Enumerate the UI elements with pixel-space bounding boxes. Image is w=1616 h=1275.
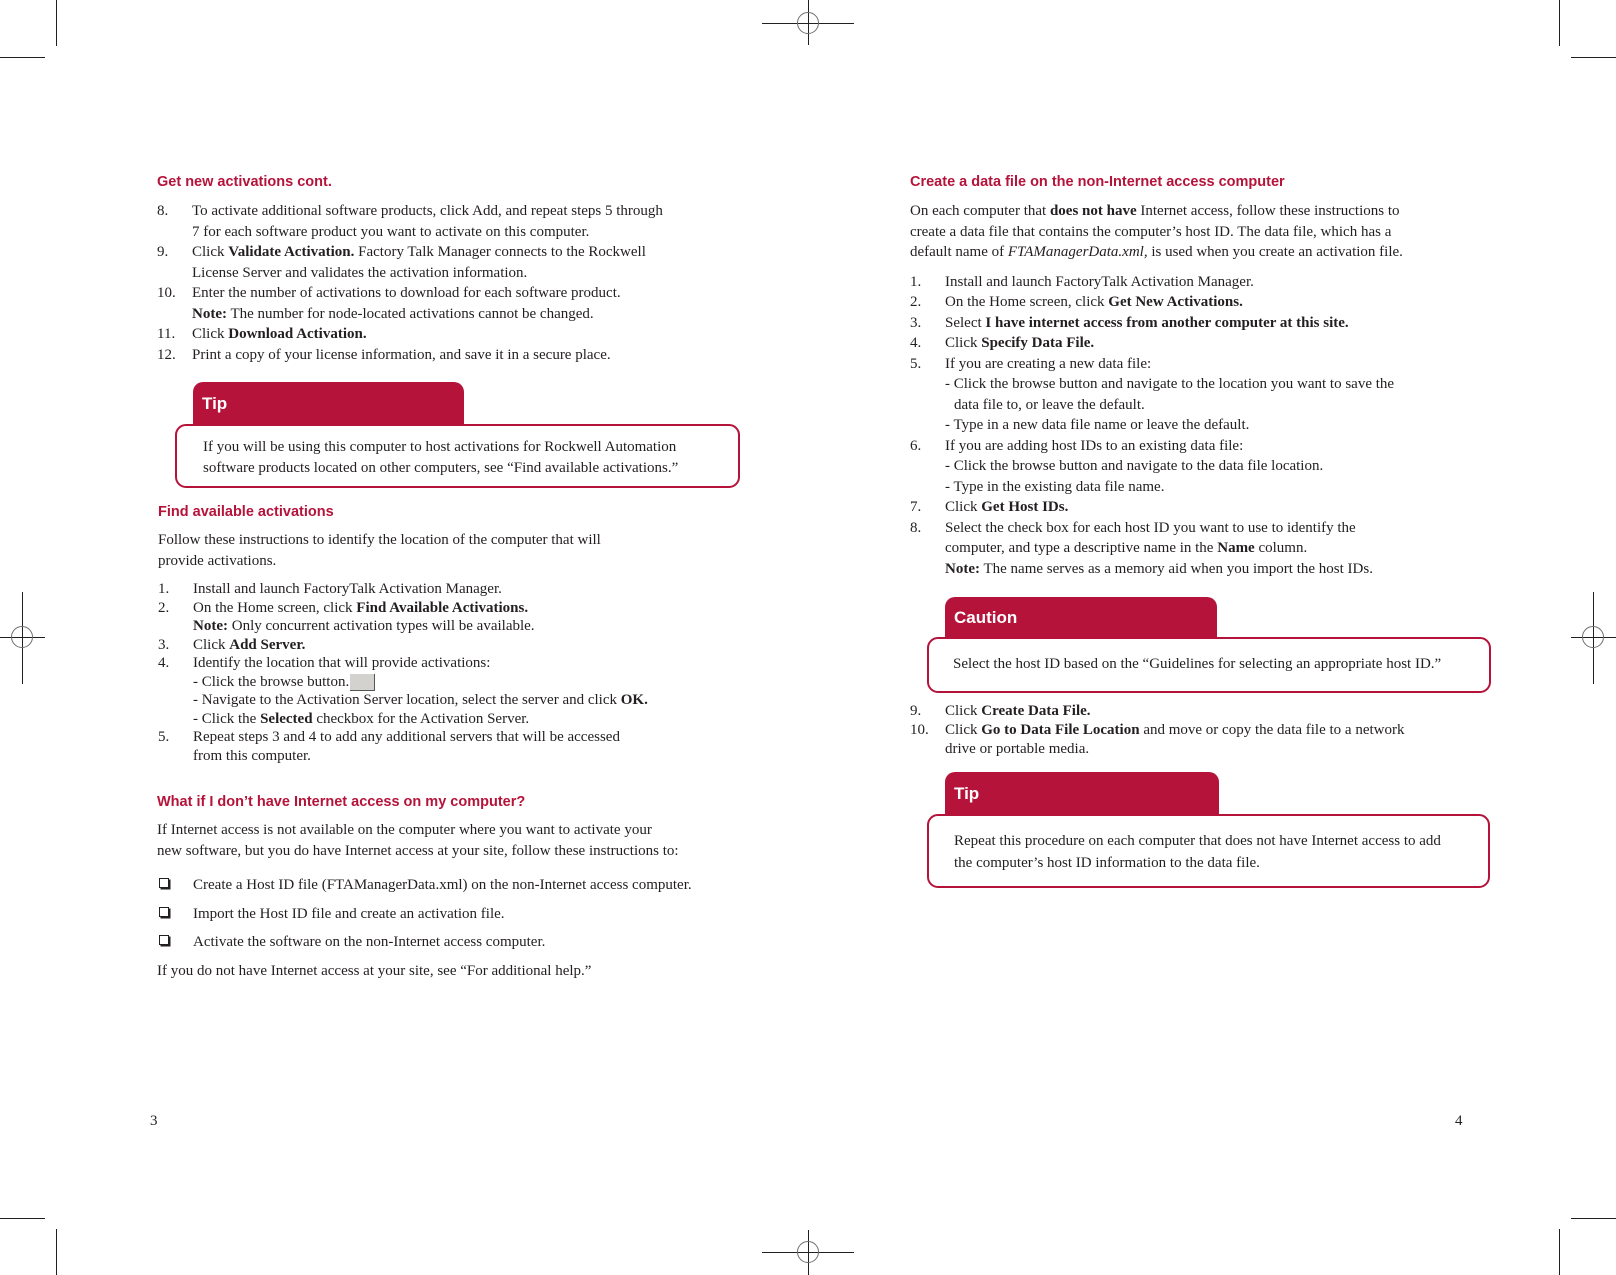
- tip-box: If you will be using this computer to host activations for Rockwell Automation software products located on other computers, see “Find available activations.”: [175, 424, 740, 488]
- list-item: 1. Install and launch FactoryTalk Activation Manager.: [158, 581, 502, 597]
- checklist-item: Import the Host ID file and create an activation file.: [157, 904, 757, 924]
- checklist-item: Activate the software on the non-Internet access computer.: [157, 932, 757, 952]
- list-item: 6. If you are adding host IDs to an existing data file: - Click the browse button and navigate to the data file location. - Type in the existing data file name.: [910, 437, 1324, 495]
- section-heading: Get new activations cont.: [157, 174, 332, 190]
- registration-circle: [797, 1241, 819, 1263]
- caution-callout: [927, 597, 1491, 693]
- list-item: 8. Select the check box for each host ID you want to use to identify the computer, and type a descriptive name in the Name column. Note: The name serves as a memory aid when you import the host IDs.: [910, 519, 1373, 577]
- list-item: 7. Click Get Host IDs.: [910, 499, 1069, 515]
- list-item: 3. Select I have internet access from another computer at this site.: [910, 314, 1349, 331]
- list-item: 5. Repeat steps 3 and 4 to add any additional servers that will be accessed from this computer.: [158, 729, 620, 764]
- caution-box: Select the host ID based on the “Guidelines for selecting an appropriate host ID.”: [927, 637, 1491, 693]
- left-page-section2: Find available activations Follow these instructions to identify the location of the computer that will provide activations. 1. Install and launch FactoryTalk Activation Manager. 2. On the Home screen, click Find Available Activations. Note: Only concurrent activation types will be available. 3. Click Add Server. 4. Identify the location that will provide activations: - Click the browse button. - Navigate to the Activation Server location, select the server and click OK. - Click the Selected checkbox for the Activation Server. 5. Repeat steps 3 and 4 to add any additional servers that will be accessed from this computer.: [158, 504, 758, 765]
- list-item: 1. Install and launch FactoryTalk Activation Manager.: [910, 273, 1254, 290]
- registration-circle: [1582, 626, 1604, 648]
- list-item: 2. On the Home screen, click Get New Activations.: [910, 294, 1243, 310]
- list-item: 9. Click Create Data File.: [910, 703, 1091, 719]
- list-item: 10. Click Go to Data File Location and move or copy the data file to a network drive or portable media.: [910, 722, 1405, 757]
- tip-callout: [175, 382, 740, 488]
- list-item: 4. Identify the location that will provide activations: - Click the browse button. - Navigate to the Activation Server location, select the server and click OK. - Click the Selected checkbox for the Activation Server.: [158, 655, 648, 727]
- list-item: 9. Click Validate Activation. Factory Talk Manager connects to the Rockwell License Server and validates the activation information.: [157, 244, 646, 281]
- checklist-item: Create a Host ID file (FTAManagerData.xml) on the non-Internet access computer.: [157, 875, 757, 895]
- page-number: 3: [150, 1113, 158, 1129]
- crop-mark: [1571, 1218, 1616, 1219]
- list-item: 10. Enter the number of activations to download for each software product. Note: The number for node-located activations cannot be changed.: [157, 285, 621, 322]
- right-page-steps-cont: [910, 702, 1510, 759]
- list-item: 4. Click Specify Data File.: [910, 335, 1095, 351]
- list-item: 3. Click Add Server.: [158, 636, 306, 653]
- crop-mark: [0, 1218, 45, 1219]
- list-item: 5. If you are creating a new data file: - Click the browse button and navigate to the location you want to save the data file to, or leave the default. - Type in a new data file name or leave the default.: [910, 355, 1395, 433]
- list-item: 11. Click Download Activation.: [157, 326, 367, 342]
- section-heading: Find available activations: [158, 504, 334, 520]
- list-item: 12. Print a copy of your license information, and save it in a secure place.: [157, 346, 611, 363]
- list-item: 8. To activate additional software products, click Add, and repeat steps 5 through 7 for each software product you want to activate on this computer.: [157, 203, 663, 240]
- tip-label: Tip: [945, 772, 1219, 816]
- section-heading: Create a data file on the non-Internet access computer: [910, 174, 1285, 190]
- crop-mark: [1559, 0, 1560, 46]
- registration-circle: [797, 12, 819, 34]
- section-heading: What if I don’t have Internet access on my computer?: [157, 794, 526, 810]
- list-item: 2. On the Home screen, click Find Available Activations. Note: Only concurrent activation types will be available.: [158, 599, 535, 634]
- page-number: 4: [1455, 1113, 1463, 1129]
- registration-circle: [11, 626, 33, 648]
- checkbox-icon: [159, 907, 169, 917]
- left-page-section3: What if I don’t have Internet access on my computer? If Internet access is not available on the computer where you want to activate your new software, but you do have Internet access at your site, follow these instructions to: Create a Host ID file (FTAManagerData.xml) on the non-Internet access computer. Import the Host ID file and create an activation file. Activate the software on the non-Internet access computer. If you do not have Internet access at your site, see “For additional help.”: [157, 794, 757, 981]
- checkbox-icon: [159, 935, 169, 945]
- right-page: Create a data file on the non-Internet access computer On each computer that does not have Internet access, follow these instructions to create a data file that contains the computer’s host ID. The data file, which has a default name of FTAManagerData.xml, is used when you create an activation file. 1. Install and launch FactoryTalk Activation Manager. 2. On the Home screen, click Get New Activations. 3. Select I have internet access from another computer at this site. 4. Click Specify Data File. 5. If you are creating a new data file: - Click the browse button and navigate to the location you want to save the data file to, or leave the default. - Type in a new data file name or leave the default. 6. If you are adding host IDs to an existing data file: - Click the browse button and navigate to the data file location. - Type in the existing data file name. 7. Click Get Host IDs. 8. Select the check box for each host ID you want to use to identify the computer, and type a descriptive name in the Name column. Note: The name serves as a memory aid when you import the host IDs.: [910, 174, 1510, 579]
- crop-mark: [56, 1229, 57, 1275]
- tip-box: Repeat this procedure on each computer that does not have Internet access to add the computer’s host ID information to the data file.: [927, 814, 1490, 888]
- tip-label: Tip: [193, 382, 464, 426]
- browse-button-icon: [350, 674, 375, 691]
- crop-mark: [0, 57, 45, 58]
- crop-mark: [56, 0, 57, 46]
- left-page: [157, 174, 737, 365]
- caution-label: Caution: [945, 597, 1217, 639]
- crop-mark: [1559, 1229, 1560, 1275]
- crop-mark: [1571, 57, 1616, 58]
- tip-callout: [927, 772, 1490, 888]
- checkbox-icon: [159, 878, 169, 888]
